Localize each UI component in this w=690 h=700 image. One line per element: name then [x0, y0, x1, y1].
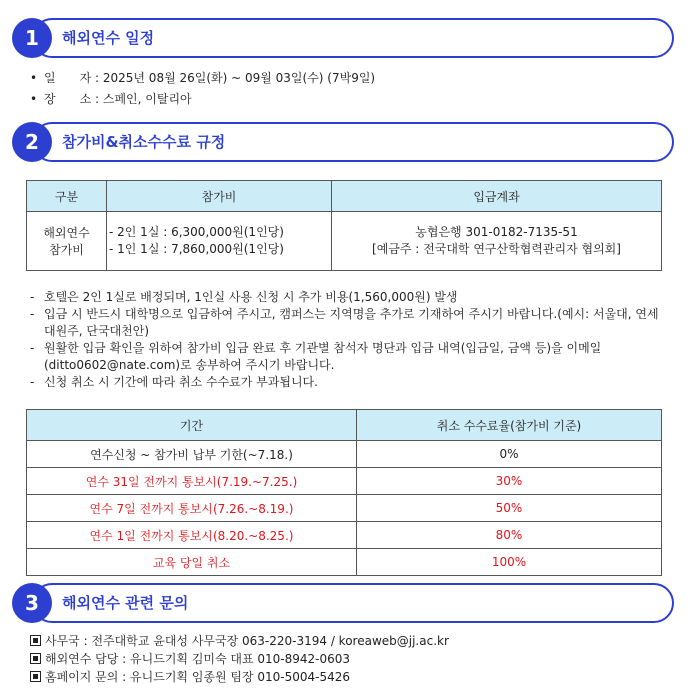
- fee-header-account: 입금계좌: [332, 181, 662, 212]
- cancel-period: 연수신청 ~ 참가비 납부 기한(~7.18.): [27, 441, 357, 468]
- cancel-rate: 30%: [357, 468, 662, 495]
- schedule-date: [30, 69, 375, 86]
- note-text: 호텔은 2인 1실로 배정되며, 1인실 사용 신청 시 추가 비용(1,560,000원) 발생: [44, 290, 458, 304]
- note-text: 원활한 입금 확인을 위하여 참가비 입금 완료 후 기관별 참석자 명단과 입금 내역(입금일, 금액 등)을 이메일(ditto0602@nate.com)로 송부하여 주시기 바랍니다.: [44, 341, 602, 372]
- cancel-header-period: 기간: [27, 410, 357, 441]
- square-bullet-icon: [30, 653, 41, 664]
- cancel-period: 연수 31일 전까지 통보시(7.19.~7.25.): [27, 468, 357, 495]
- section-title: 해외연수 일정: [62, 29, 155, 47]
- schedule-date-value: : 2025년 08월 26일(화) ~ 09월 03일(수) (7박9일): [91, 71, 376, 85]
- table-row: [27, 549, 662, 576]
- cancel-period: 교육 당일 취소: [27, 549, 357, 576]
- section-header-contact: [12, 583, 674, 623]
- list-item: - 입금 시 반드시 대학명으로 입금하여 주시고, 캠퍼스는 지역명을 추가로 기재하여 주시기 바랍니다.(예시: 서울대, 연세대원주, 단국대천안): [30, 307, 659, 338]
- notes-list: [30, 289, 662, 391]
- cancel-fee-table: [26, 409, 662, 576]
- fee-table: [26, 180, 662, 271]
- account-cell: [332, 212, 662, 271]
- note-text: 신청 취소 시 기간에 따라 취소 수수료가 부과됩니다.: [44, 375, 318, 389]
- schedule-place-label: 장 소: [44, 92, 92, 106]
- bullet-icon: •: [30, 71, 38, 85]
- fee-line2: - 1인 1실 : 7,860,000원(1인당): [109, 242, 284, 256]
- contact-text: 홈페이지 문의 : 유니드기획 임종원 팀장 010-5004-5426: [45, 670, 351, 684]
- contact-item: [30, 650, 350, 667]
- list-item: - 원활한 입금 확인을 위하여 참가비 입금 완료 후 기관별 참석자 명단과 입금 내역(입금일, 금액 등)을 이메일(ditto0602@nate.com)로 송부하여 주시기 바랍니다.: [30, 341, 602, 372]
- section-number: 1: [12, 18, 52, 58]
- schedule-date-label: 일 자: [44, 71, 92, 85]
- table-row: [27, 468, 662, 495]
- contact-text: 해외연수 담당 : 유니드기획 김미숙 대표 010-8942-0603: [45, 652, 351, 666]
- list-item: - 신청 취소 시 기간에 따라 취소 수수료가 부과됩니다.: [30, 375, 318, 389]
- table-row: [27, 495, 662, 522]
- contact-item: [30, 668, 350, 685]
- fee-table-header: [27, 181, 662, 212]
- account-line2: [예금주 : 전국대학 연구산학협력관리자 협의회]: [372, 242, 621, 256]
- square-bullet-icon: [30, 635, 41, 646]
- contact-text: 사무국 : 전주대학교 윤대성 사무국장 063-220-3194 / koreaweb@jj.ac.kr: [45, 634, 449, 648]
- cancel-rate: 100%: [357, 549, 662, 576]
- section-header-fees: [12, 122, 674, 162]
- fee-type-cell: [27, 212, 107, 271]
- fee-type-line1: 해외연수: [43, 226, 90, 240]
- square-bullet-icon: [30, 671, 41, 682]
- cancel-rate: 80%: [357, 522, 662, 549]
- schedule-place-value: : 스페인, 이탈리아: [91, 92, 192, 106]
- fee-header-fee: 참가비: [107, 181, 332, 212]
- cancel-rate: 50%: [357, 495, 662, 522]
- section-title: 참가비&취소수수료 규정: [62, 133, 226, 151]
- table-row: [27, 212, 662, 271]
- bullet-icon: •: [30, 92, 38, 106]
- contact-item: [30, 632, 449, 649]
- schedule-place: [30, 90, 192, 107]
- list-item: - 호텔은 2인 1실로 배정되며, 1인실 사용 신청 시 추가 비용(1,560,000원) 발생: [30, 290, 458, 304]
- fee-type-line2: 참가비: [49, 243, 84, 257]
- section-number: 2: [12, 122, 52, 162]
- cancel-header-rate: 취소 수수료율(참가비 기준): [357, 410, 662, 441]
- note-text: 입금 시 반드시 대학명으로 입금하여 주시고, 캠퍼스는 지역명을 추가로 기재하여 주시기 바랍니다.(예시: 서울대, 연세대원주, 단국대천안): [44, 307, 659, 338]
- table-row: [27, 522, 662, 549]
- fee-line1: - 2인 1실 : 6,300,000원(1인당): [109, 225, 284, 239]
- table-row: [27, 441, 662, 468]
- section-number: 3: [12, 583, 52, 623]
- section-title: 해외연수 관련 문의: [62, 594, 189, 612]
- cancel-rate: 0%: [357, 441, 662, 468]
- fee-header-type: 구분: [27, 181, 107, 212]
- cancel-period: 연수 1일 전까지 통보시(8.20.~8.25.): [27, 522, 357, 549]
- cancel-period: 연수 7일 전까지 통보시(7.26.~8.19.): [27, 495, 357, 522]
- account-line1: 농협은행 301-0182-7135-51: [415, 225, 578, 239]
- section-header-schedule: [12, 18, 674, 58]
- cancel-table-header: [27, 410, 662, 441]
- fee-amount-cell: [107, 212, 332, 271]
